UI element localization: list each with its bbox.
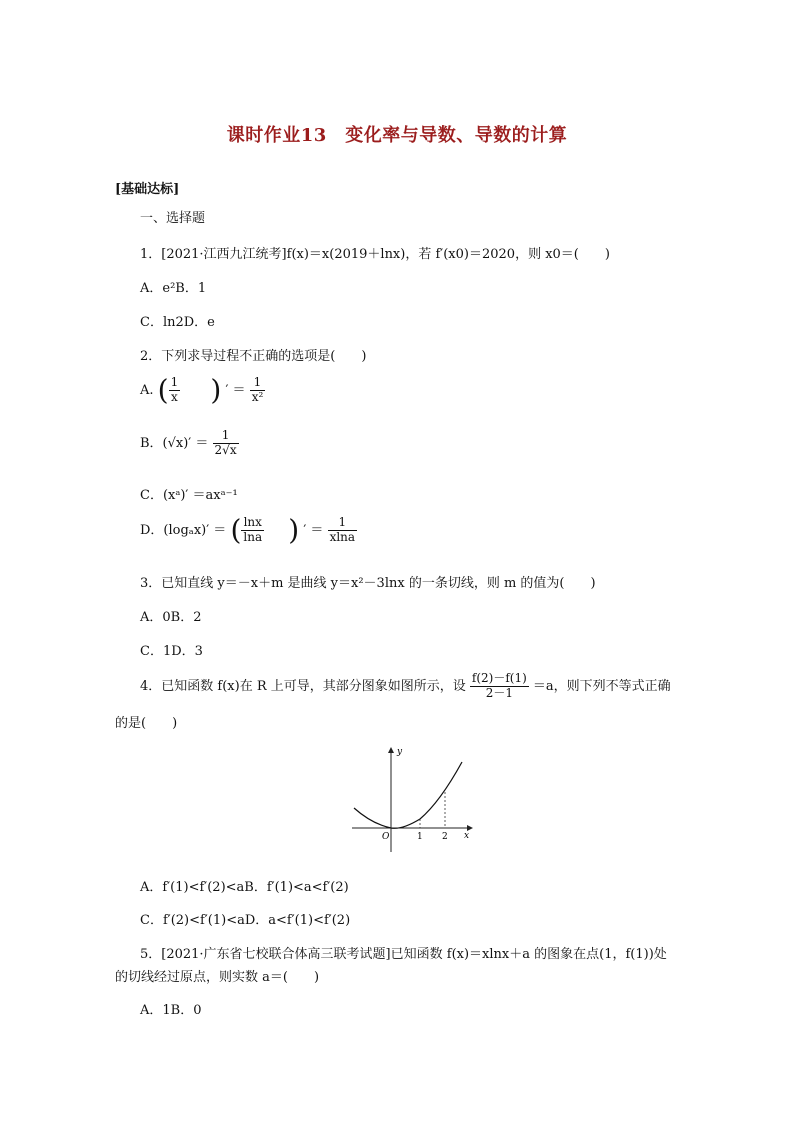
question-4-stem-pre: 4．已知函数 f(x)在 R 上可导，其部分图象如图所示，设 [140, 678, 466, 694]
function-graph [340, 740, 480, 862]
origin-label: O [382, 832, 390, 842]
question-3-options-cd: C．1D．3 [140, 644, 203, 659]
option-d-result: $\frac{1}{xlna}$ [329, 515, 356, 544]
question-2-stem: 2．下列求导过程不正确的选项是( ) [140, 349, 367, 364]
option-a-result: $\frac{1}{\text{x²}}$ [251, 375, 264, 404]
option-a-label: A. [140, 382, 154, 398]
option-b-label: B．(√x)′ ＝ [140, 435, 209, 451]
question-2-option-c: C．(xᵃ)′ ＝axᵃ⁻¹ [140, 488, 238, 503]
question-4-stem [140, 672, 671, 701]
option-a-fraction: $\frac{1}{x}$ [170, 375, 179, 404]
option-d-eq: ′ ＝ [303, 522, 324, 538]
option-a-eq: ′ ＝ [225, 382, 246, 398]
question-4-options-ab: A．f′(1)<f′(2)<aB．f′(1)<a<f′(2) [140, 880, 349, 895]
tick-label-2: 2 [442, 832, 448, 842]
left-paren: ( [157, 373, 169, 407]
question-2-option-b [140, 429, 239, 458]
question-2-option-a [140, 373, 265, 407]
function-graph-svg [340, 740, 480, 858]
subsection-heading: 一、选择题 [140, 211, 206, 226]
y-axis-label: y [397, 747, 403, 757]
question-4-options-cd: C．f′(2)<f′(1)<aD．a<f′(1)<f′(2) [140, 913, 351, 928]
question-3-stem: 3．已知直线 y＝－x＋m 是曲线 y＝x²－3lnx 的一条切线，则 m 的值为( ) [140, 576, 596, 591]
question-1-options-cd: C．ln2D．e [140, 315, 215, 330]
question-2-option-d [140, 513, 357, 547]
question-4-stem-post: ＝a，则下列不等式正确 [532, 678, 671, 694]
right-paren: ) [210, 373, 222, 407]
tick-label-1: 1 [417, 832, 423, 842]
question-4-stem-cont: 的是( ) [115, 716, 178, 731]
question-1-stem: 1．[2021·江西九江统考]f(x)＝x(2019＋lnx)，若 f′(x0)＝2020，则 x0＝( ) [140, 247, 610, 262]
option-b-result: $\frac{1}{2√x}$ [214, 428, 237, 457]
question-1-options-ab: A．e²B．1 [140, 281, 207, 296]
function-curve [354, 762, 462, 828]
question-3-options-ab: A．0B．2 [140, 610, 202, 625]
question-5-options-ab: A．1B．0 [140, 1003, 202, 1018]
question-5-stem-cont: 的切线经过原点，则实数 a＝( ) [115, 970, 320, 985]
right-paren: ) [288, 513, 300, 547]
page-title: 课时作业13 变化率与导数、导数的计算 [226, 125, 568, 146]
option-d-label: D．(logₐx)′ ＝ [140, 522, 227, 538]
section-heading: [基础达标] [115, 182, 180, 197]
question-5-stem: 5．[2021·广东省七校联合体高三联考试题]已知函数 f(x)＝xlnx＋a 的图象在点(1，f(1))处 [140, 947, 667, 962]
option-d-fraction: $\frac{\ln x}{\ln a}$ [243, 515, 263, 544]
question-4-fraction: $\frac{f(2)-f(1)}{2-1}$ [471, 671, 527, 700]
left-paren: ( [230, 513, 242, 547]
x-axis-label: x [464, 831, 470, 841]
